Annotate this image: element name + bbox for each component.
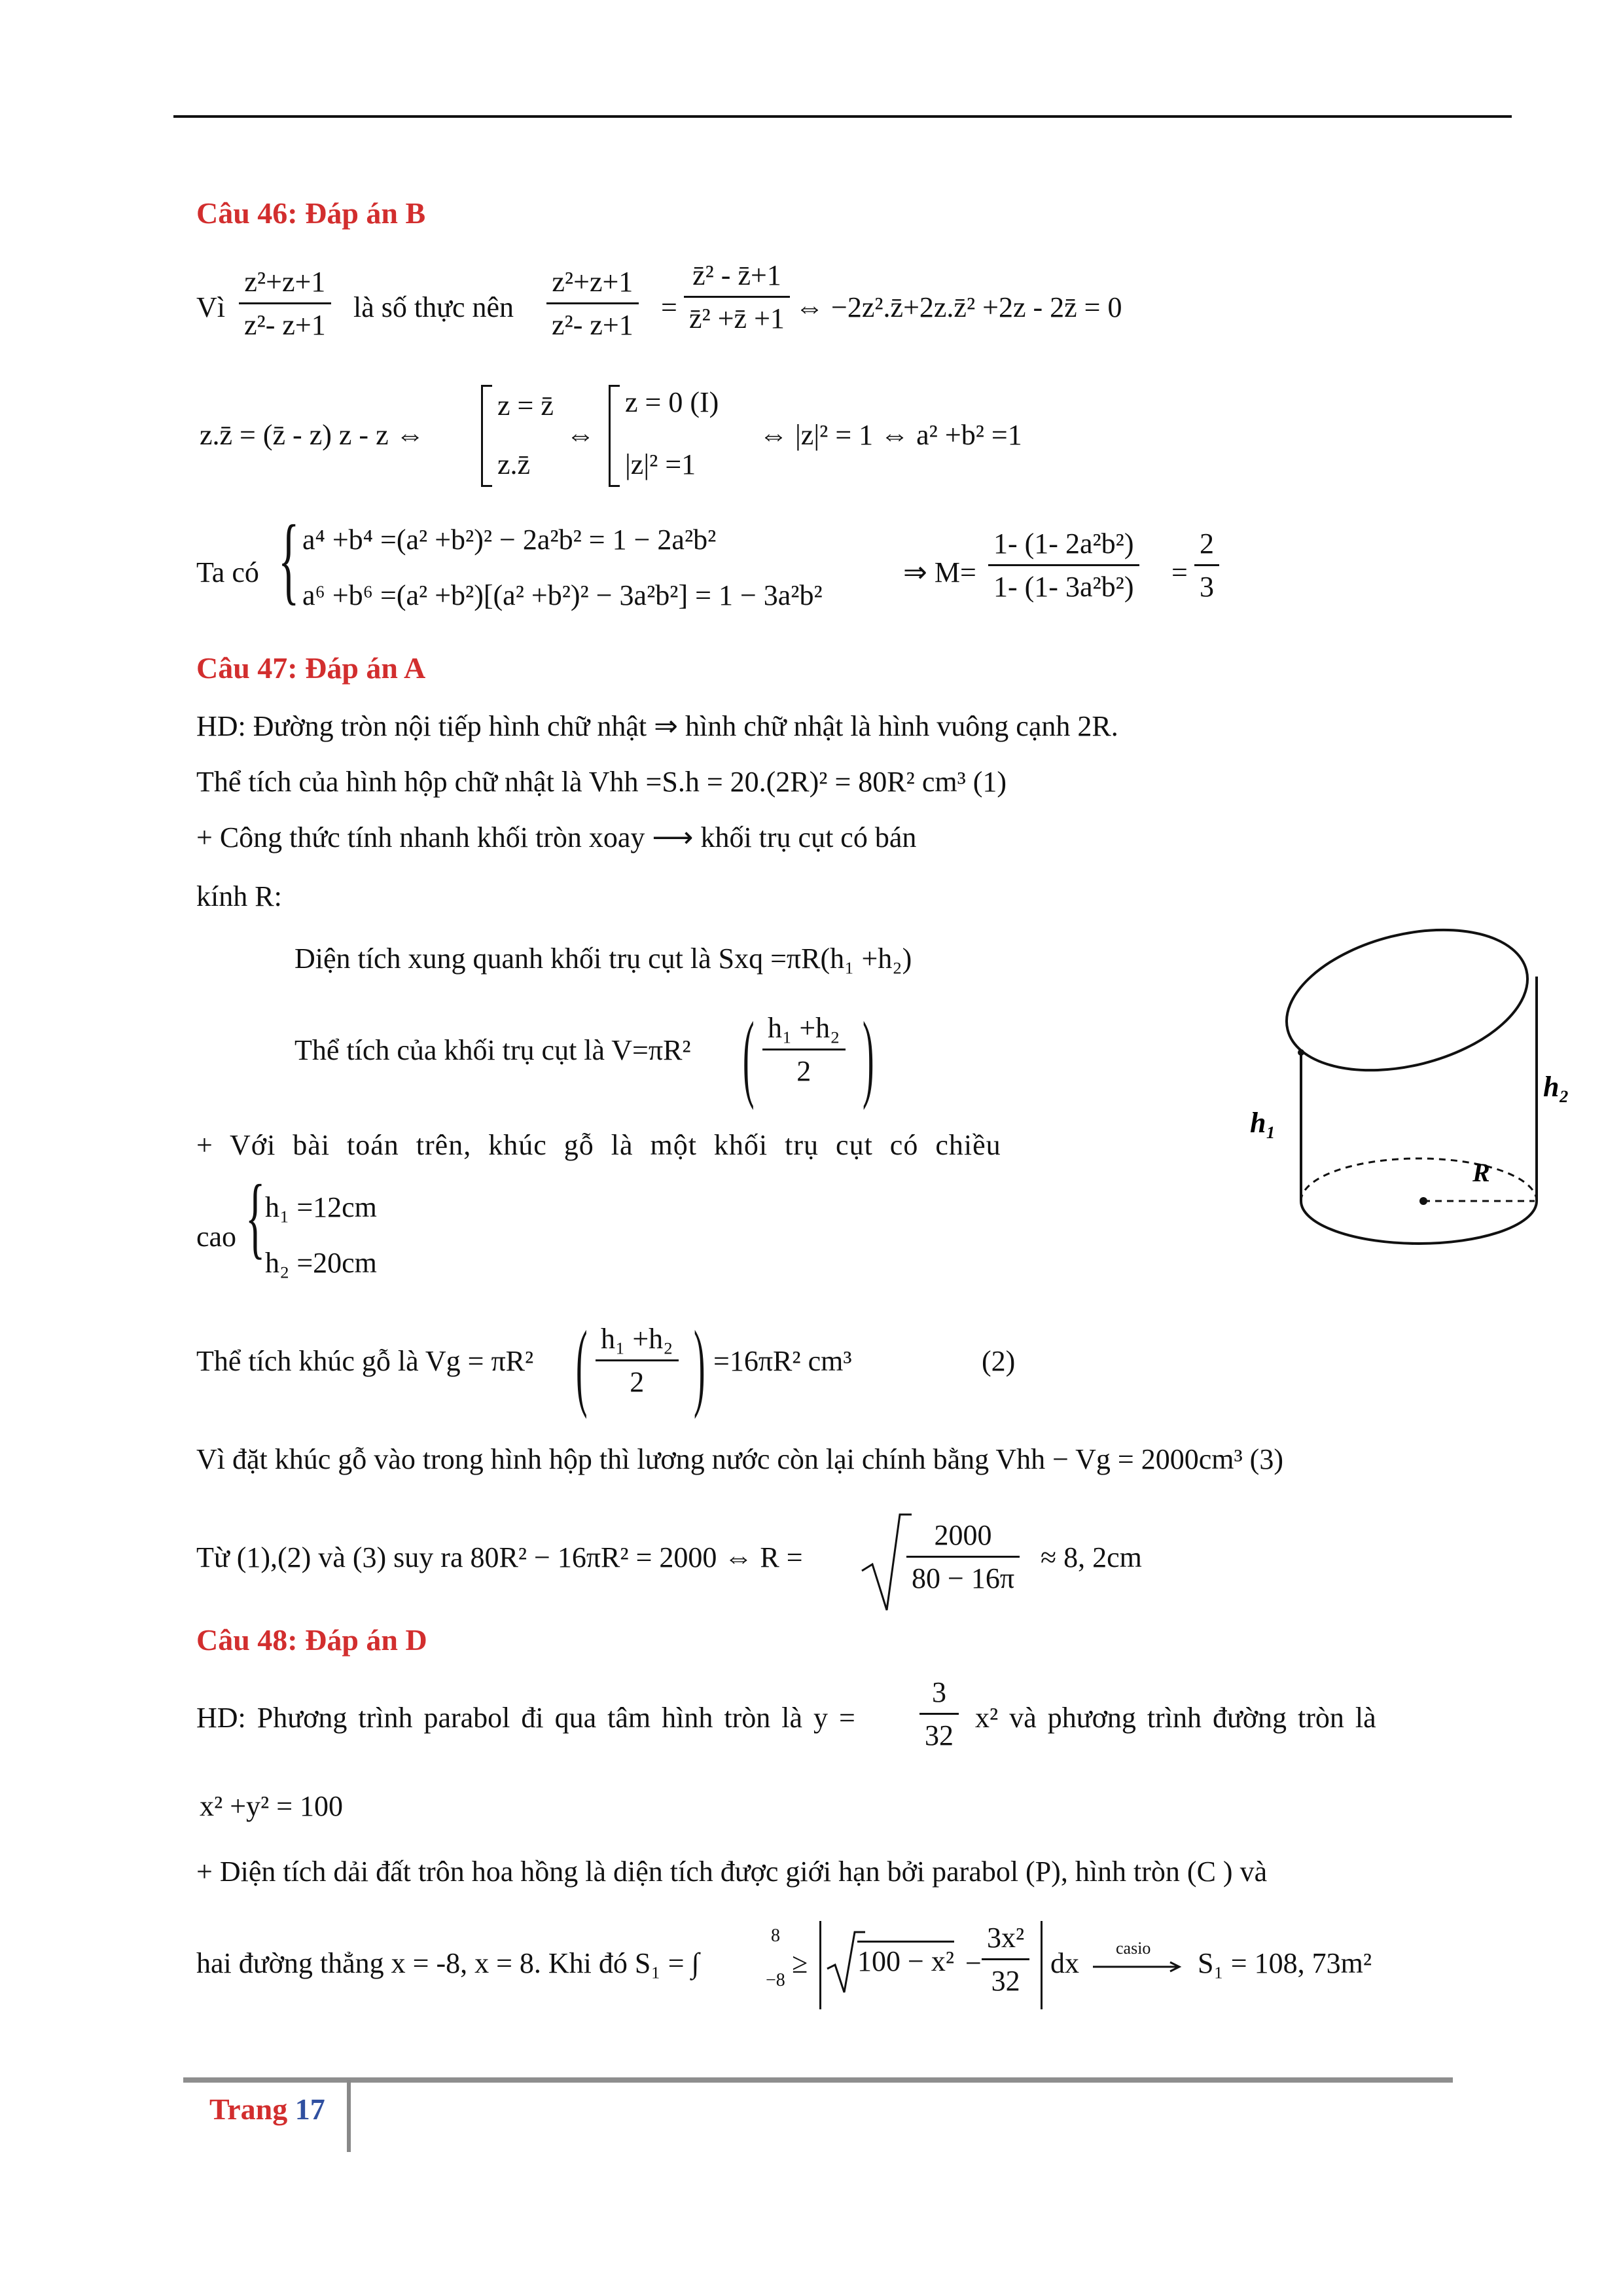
q48-p4-num: 3x² — [982, 1921, 1029, 1960]
q46-M-den: 1- (1- 3a²b²) — [993, 571, 1134, 603]
q47-sqrt-sign — [861, 1512, 913, 1617]
q46-sys2-b: |z|² =1 — [625, 448, 696, 480]
q46-M-lhs: ⇒ M= — [903, 556, 976, 588]
fig-label-h2: h₂ — [1543, 1071, 1569, 1103]
q47-p8-paren-left: ( — [576, 1311, 588, 1420]
q48-p1-num: 3 — [919, 1676, 959, 1715]
footer-rule — [183, 2077, 1453, 2083]
q47-p10-den: 80 − 16π — [912, 1562, 1015, 1594]
document-page: Câu 46: Đáp án B Vì $\frac{\text{z²+z+1}}{\text{z²- z+1}}$ là số thực nên $\frac{\text{z²+z+1}}{\text{z²- z+1}}$ = $\frac{\text{z̄² - z̄+1}}{\text{z̄² +z̄ +1}}$ ⇔ −2z².z̄+2z.z̄² +2z - 2z̄ = 0 z.z̄ = (z̄ - z) z - z ⇔ z = z̄ z.z̄ ⇔ z = 0 (I) |z|² =1 ⇔ |z|² = 1 ⇔ a² +b² =1 Ta có { a⁴ +b⁴ =(a² +b²)² − 2a²b² = 1 − 2a²b² a⁶ +b⁶ =(a² +b²)[(a² +b²)² − 3a²b²] = 1 − 3a²b² ⇒ M= $\frac{\text{1- (1- 2a²b²)}}{\text{1- (1- 3a²b²)}}$ = $\frac{2}{3}$ Câu 47: Đáp án A HD: Đường tròn nội tiếp hình chữ nhật ⇒ hình chữ nhật là hình vuông cạnh 2R. Thể tích của hình hộp chữ nhật là Vhh =S.h = 20.(2R)² = 80R² cm³ (1) + Công thức tính nhanh khối tròn xoay ⟶ khối trụ cụt có bán kính R: Diện tích xung quanh khối trụ cụt là Sxq =πR(h₁ +h₂) Thể tích của khối trụ cụt là V=πR² ( $\frac{\text{h₁ +h₂}}{2}$ ) + Với bài toán trên, khúc gỗ là một khối trụ cụt có chiều cao { h₁ =12cm h₂ =20cm Thể tích khúc gỗ là Vg = πR² ( $\frac{\text{h₁ +h₂}}{2}$ ) =16πR² cm³ (2) Vì đặt khúc gỗ vào trong hình hộp thì lương nước còn lại chính bằng Vhh − Vg = 2000cm³ (3) Từ (1),(2) và (3) suy ra 80R² − 16πR² = 2000 ⇔ R = $\frac{2000}{80 - 16\pi}$ ≈ 8, 2cm h₁ h₂ R Câu 48: Đáp án D HD: Phương trình parabol đi qua tâm hình tròn là y = $\frac{3}{32}$ x² và phương trình đường tròn là x² +y² = 100 + Diện tích dải đất trôn hoa hồng là diện tích được giới hạn bởi parabol (P), hình tròn (C ) và hai đường thẳng x = -8, x = 8. Khi đó S₁ = ∫ 8 −8 ≥ 100 − x² − $\frac{\text{3x²}}{32}$ dx casio S₁ = 108, 73m² Trang 17 — [0, 0, 1623, 2296]
footer-label: Trang — [209, 2092, 288, 2126]
q47-p4: kính R: — [196, 880, 282, 912]
q46-frac3-num: z̄² - z̄+1 — [684, 259, 790, 298]
q47-p8-num: h₁ +h₂ — [596, 1322, 679, 1361]
q48-p4-result: S₁ = 108, 73m² — [1198, 1947, 1372, 1979]
q46-frac1 — [239, 265, 331, 342]
q46-row2: a⁶ +b⁶ =(a² +b²)[(a² +b²)² − 3a²b²] = 1 − 3a²b² — [302, 579, 823, 611]
q47-p6-paren-left: ( — [743, 1002, 755, 1111]
q48-p1-rhs: x² và phương trình đường tròn là — [975, 1702, 1376, 1734]
q46-row1: a⁴ +b⁴ =(a² +b²)² − 2a²b² = 1 − 2a²b² — [302, 524, 717, 556]
q48-p2: x² +y² = 100 — [200, 1790, 344, 1822]
q46-sys2-a: z = 0 (I) — [625, 386, 719, 418]
q48-arrow-icon — [1093, 1960, 1185, 1973]
q46-la-so-thuc: là số thực nên — [353, 291, 514, 323]
q47-p3: + Công thức tính nhanh khối tròn xoay ⟶ khối trụ cụt có bán — [196, 821, 917, 853]
q46-frac3-den: z̄² +z̄ +1 — [689, 302, 785, 334]
q48-p4-lhs: hai đường thẳng x = -8, x = 8. Khi đó S₁ = ∫ — [196, 1947, 700, 1979]
q46-sys1-b: z.z̄ — [497, 448, 531, 480]
q47-p6-paren-right: ) — [863, 1002, 874, 1111]
q47-p8-den: 2 — [630, 1366, 645, 1398]
q48-p3: + Diện tích dải đất trôn hoa hồng là diện tích được giới hạn bởi parabol (P), hình tròn (C ) và — [196, 1856, 1268, 1888]
q46-frac2-num: z²+z+1 — [546, 265, 639, 304]
q46-heading: Câu 46: Đáp án B — [196, 196, 426, 230]
footer-divider — [347, 2080, 351, 2152]
q47-p8-lhs: Thể tích khúc gỗ là Vg = πR² — [196, 1345, 534, 1377]
q47-h2: h₂ =20cm — [265, 1247, 377, 1279]
q48-p4-lower: −8 — [766, 1970, 785, 1990]
q46-sys1-bracket — [481, 385, 492, 487]
q47-heading: Câu 47: Đáp án A — [196, 651, 426, 685]
q48-abs-left — [819, 1921, 821, 2009]
q47-p9: Vì đặt khúc gỗ vào trong hình hộp thì lương nước còn lại chính bằng Vhh − Vg = 2000cm³ (3) — [196, 1443, 1283, 1475]
page-number: 17 — [294, 2092, 325, 2126]
q46-line2-lhs: z.z̄ = (z̄ - z) z - z ⇔ — [200, 419, 425, 451]
q47-p8-rhs: =16πR² cm³ — [713, 1345, 852, 1377]
q46-frac1-den: z²- z+1 — [244, 309, 326, 341]
q47-p6-frac — [762, 1011, 846, 1088]
q46-vi: Vì — [196, 291, 225, 323]
q47-p8-tag: (2) — [982, 1345, 1016, 1377]
q46-frac3 — [684, 259, 790, 335]
q47-p8-paren-right: ) — [694, 1311, 705, 1420]
q47-p6-den: 2 — [796, 1055, 812, 1087]
q47-p7: + Với bài toán trên, khúc gỗ là một khối trụ cụt có chiều — [196, 1129, 1001, 1161]
q47-p1: HD: Đường tròn nội tiếp hình chữ nhật ⇒ hình chữ nhật là hình vuông cạnh 2R. — [196, 710, 1118, 742]
fig-label-R: R — [1472, 1158, 1490, 1187]
q46-sys1-arrow: ⇔ — [566, 419, 595, 451]
header-rule — [173, 115, 1512, 118]
q48-p1-lhs: HD: Phương trình parabol đi qua tâm hình tròn là y = — [196, 1702, 855, 1734]
q48-p4-sqrt: 100 − x² — [857, 1941, 954, 1979]
q46-frac1-num: z²+z+1 — [239, 265, 331, 304]
fig-label-h1: h₁ — [1250, 1107, 1276, 1139]
q48-p4-minus: − — [965, 1947, 982, 1979]
q46-eq1-tail: ⇔ −2z².z̄+2z.z̄² +2z - 2z̄ = 0 — [795, 291, 1122, 323]
q46-M-res-num: 2 — [1194, 527, 1219, 566]
q46-M-result — [1194, 527, 1219, 603]
q47-p10-rhs: ≈ 8, 2cm — [1041, 1541, 1142, 1573]
q46-sys2-bracket — [609, 385, 620, 487]
q47-cao-brace: { — [245, 1166, 266, 1268]
q47-p10-num: 2000 — [906, 1518, 1020, 1558]
q47-p6-num: h₁ +h₂ — [762, 1011, 846, 1050]
q48-p4-upper: 8 — [771, 1926, 780, 1946]
q48-p4-ge: ≥ — [792, 1947, 808, 1979]
q47-p2: Thể tích của hình hộp chữ nhật là Vhh =S.h = 20.(2R)² = 80R² cm³ (1) — [196, 766, 1007, 798]
q48-p1-den: 32 — [925, 1719, 954, 1751]
q46-M-res-den: 3 — [1200, 571, 1214, 603]
q46-frac2 — [546, 265, 639, 342]
q48-abs-right — [1041, 1921, 1043, 2009]
q46-brace: { — [278, 505, 300, 614]
q48-p1-frac — [919, 1676, 959, 1752]
q47-p10-frac — [906, 1518, 1020, 1595]
q46-sys1-a: z = z̄ — [497, 389, 554, 422]
q47-h1: h₁ =12cm — [265, 1191, 377, 1223]
q47-cao: cao — [196, 1221, 237, 1253]
q48-p4-dx: dx — [1050, 1947, 1079, 1979]
q47-p6-lhs: Thể tích của khối trụ cụt là V=πR² — [294, 1034, 691, 1066]
q48-heading: Câu 48: Đáp án D — [196, 1623, 427, 1657]
page-footer — [209, 2092, 325, 2126]
q48-p4-casio: casio — [1116, 1939, 1151, 1958]
q48-p4-frac — [982, 1921, 1029, 1998]
q46-frac2-den: z²- z+1 — [552, 309, 633, 341]
q46-M-eq: = — [1171, 556, 1188, 588]
q46-M-frac — [988, 527, 1139, 603]
truncated-cylinder-figure — [1224, 923, 1571, 1302]
q48-p4-den: 32 — [991, 1965, 1020, 1997]
q47-p5: Diện tích xung quanh khối trụ cụt là Sxq =πR(h₁ +h₂) — [294, 942, 912, 975]
q46-line2-tail: ⇔ |z|² = 1 ⇔ a² +b² =1 — [759, 419, 1022, 451]
q46-M-num: 1- (1- 2a²b²) — [988, 527, 1139, 566]
q47-p8-frac — [596, 1322, 679, 1399]
q46-taco: Ta có — [196, 556, 259, 588]
q47-p10-lhs: Từ (1),(2) và (3) suy ra 80R² − 16πR² = 2000 ⇔ R = — [196, 1541, 803, 1573]
